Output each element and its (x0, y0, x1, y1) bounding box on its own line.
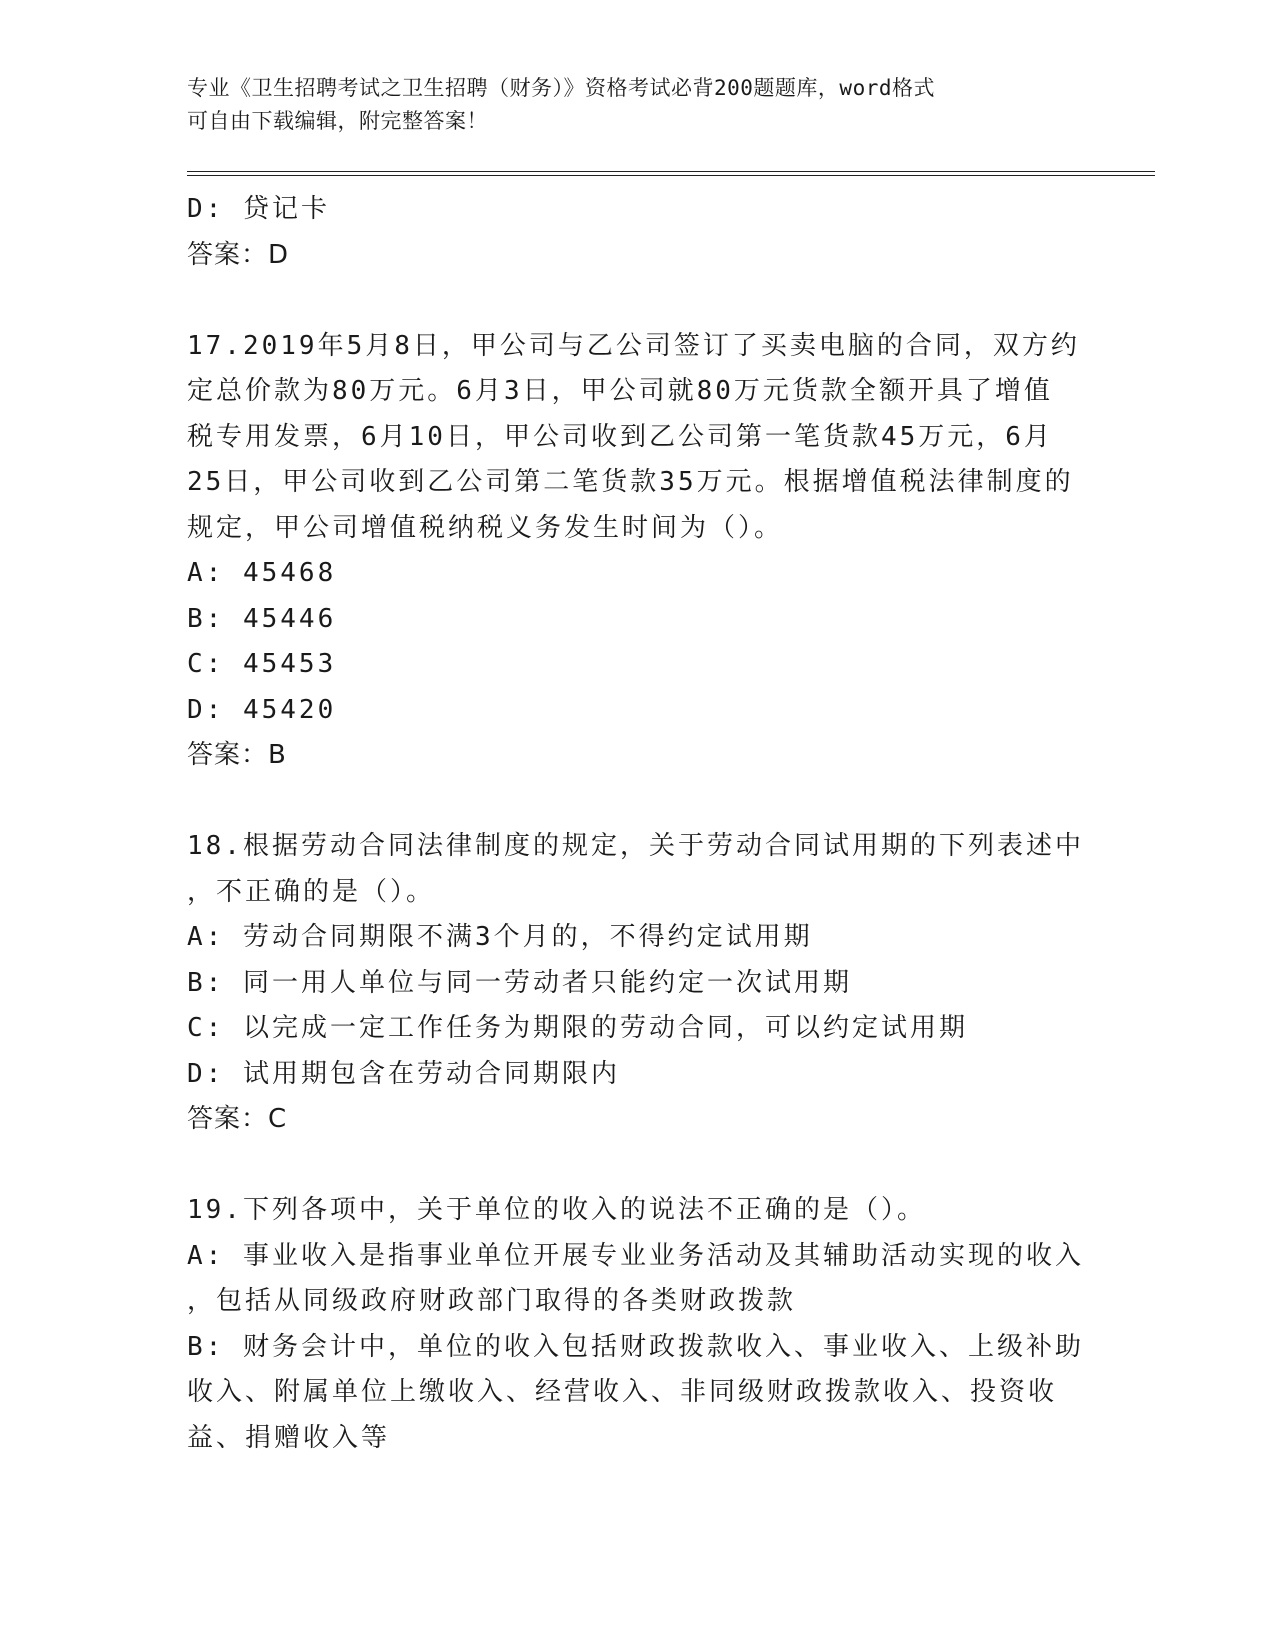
header-rule-bottom (187, 175, 1155, 176)
answer-line: 答案：C (187, 1104, 288, 1134)
option-b: B: 同一用人单位与同一劳动者只能约定一次试用期 (187, 967, 852, 998)
option-b: B: 财务会计中，单位的收入包括财政拨款收入、事业收入、上级补助 (187, 1331, 1084, 1362)
option-d: D: 贷记卡 (187, 194, 330, 224)
option-a: A: 劳动合同期限不满3个月的，不得约定试用期 (187, 922, 813, 952)
question-stem-line: 17.2019年5月8日，甲公司与乙公司签订了买卖电脑的合同，双方约 (187, 330, 1080, 361)
answer-line: 答案：D (187, 239, 290, 270)
header-rule-top (187, 171, 1155, 172)
option-a-continued: ，包括从同级政府财政部门取得的各类财政拨款 (187, 1286, 797, 1316)
option-a: A: 45468 (187, 558, 337, 588)
spacer (187, 779, 1087, 825)
document-body (187, 187, 1087, 1461)
option-b-continued: 收入、附属单位上缴收入、经营收入、非同级财政拨款收入、投资收 (187, 1377, 1058, 1407)
spacer (187, 278, 1087, 324)
header-line-1: 专业《卫生招聘考试之卫生招聘（财务）》资格考试必背200题题库，word格式 (187, 76, 935, 100)
question-stem-line: 25日，甲公司收到乙公司第二笔货款35万元。根据增值税法律制度的 (187, 467, 1074, 497)
question-stem-line: 规定，甲公司增值税纳税义务发生时间为（）。 (187, 512, 784, 543)
header-line-2: 可自由下载编辑，附完整答案！ (187, 109, 488, 133)
question-stem-line: ，不正确的是（）。 (187, 876, 436, 907)
question-stem-line: 税专用发票，6月10日，甲公司收到乙公司第一笔货款45万元，6月 (187, 421, 1053, 452)
option-c: C: 45453 (187, 649, 337, 679)
question-stem-line: 定总价款为80万元。6月3日，甲公司就80万元货款全额开具了增值 (187, 376, 1053, 406)
question-stem-line: 18.根据劳动合同法律制度的规定，关于劳动合同试用期的下列表述中 (187, 831, 1084, 861)
question-stem-line: 19.下列各项中，关于单位的收入的说法不正确的是（）。 (187, 1195, 926, 1225)
question-19 (187, 1188, 1087, 1461)
option-b: B: 45446 (187, 603, 337, 634)
option-d: D: 45420 (187, 694, 337, 725)
option-b-continued: 益、捐赠收入等 (187, 1422, 391, 1453)
option-c: C: 以完成一定工作任务为期限的劳动合同，可以约定试用期 (187, 1013, 968, 1043)
answer-line: 答案：B (187, 740, 287, 770)
option-a: A: 事业收入是指事业单位开展专业业务活动及其辅助活动实现的收入 (187, 1240, 1084, 1271)
question-17 (187, 324, 1087, 779)
option-d: D: 试用期包含在劳动合同期限内 (187, 1058, 620, 1089)
question-18 (187, 824, 1087, 1143)
spacer (187, 1143, 1087, 1189)
page-header (187, 72, 1067, 138)
